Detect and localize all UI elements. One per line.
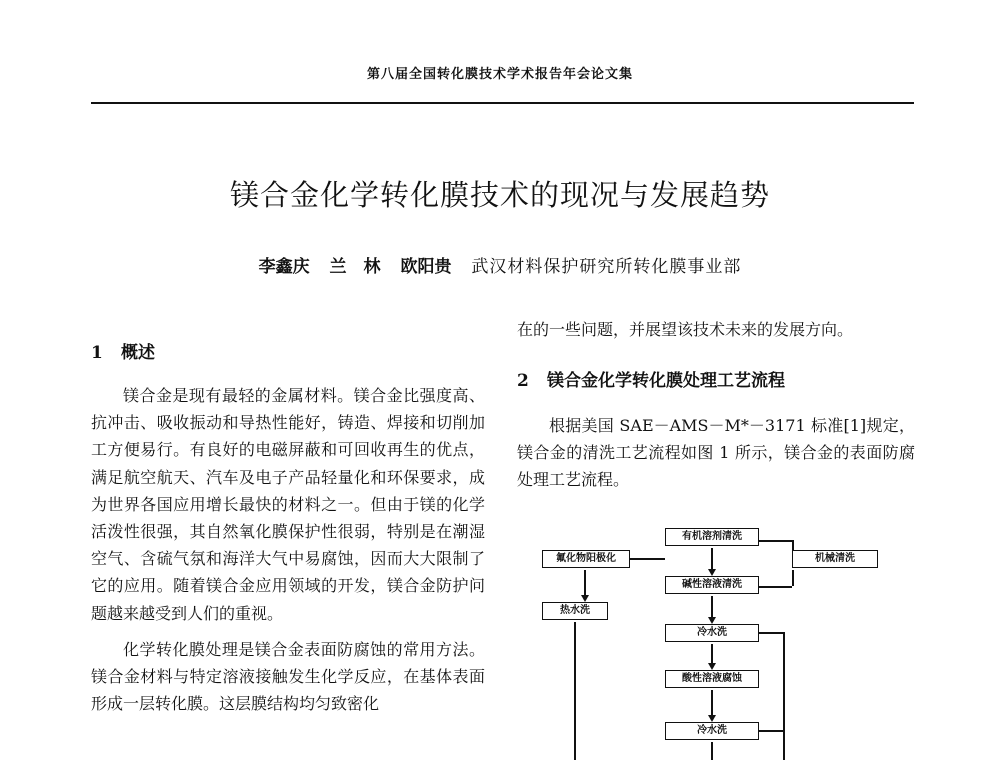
- author-line: [0, 252, 1000, 277]
- connector: [711, 548, 713, 569]
- connector: [711, 644, 713, 663]
- section-1-paragraph-2: 化学转化膜处理是镁合金表面防腐蚀的常用方法。镁合金材料与特定溶液接触发生化学反应，在基体表面形成一层转化膜。这层膜结构均匀致密化: [91, 639, 485, 714]
- box-acid-etching: 酸性溶液腐蚀: [665, 670, 759, 688]
- arrow: [708, 715, 716, 722]
- connector: [759, 632, 783, 634]
- connector: [759, 586, 792, 588]
- connector: [759, 730, 783, 732]
- author-1: 李鑫庆: [258, 257, 310, 277]
- box-cold-water-rinse-2: 冷水洗: [665, 722, 759, 740]
- section-2-heading: [517, 366, 785, 391]
- header-rule: [91, 102, 914, 104]
- connector: [792, 570, 794, 586]
- connector: [584, 570, 586, 595]
- author-2: 兰 林: [329, 257, 381, 277]
- section-1-number: 1: [91, 343, 103, 363]
- box-fluoride-anodizing: 氟化物阳极化: [542, 550, 630, 568]
- box-hot-water-rinse: 热水洗: [542, 602, 608, 620]
- connector: [759, 540, 792, 542]
- connector: [792, 540, 794, 550]
- connector: [711, 690, 713, 715]
- arrow: [708, 663, 716, 670]
- running-header: 第八届全国转化膜技术学术报告年会论文集: [366, 67, 633, 82]
- arrow: [708, 617, 716, 624]
- box-cold-water-rinse-1: 冷水洗: [665, 624, 759, 642]
- continued-paragraph: 在的一些问题，并展望该技术未来的发展方向。: [517, 320, 854, 339]
- section-2-number: 2: [517, 371, 529, 391]
- box-mechanical-cleaning: 机械清洗: [792, 550, 878, 568]
- author-3: 欧阳贵: [400, 257, 452, 277]
- box-organic-solvent-cleaning: 有机溶剂清洗: [665, 528, 759, 546]
- affiliation: 武汉材料保护研究所转化膜事业部: [471, 257, 742, 277]
- page-title: 镁合金化学转化膜技术的现况与发展趋势: [229, 178, 770, 212]
- connector: [711, 596, 713, 617]
- arrow: [708, 569, 716, 576]
- arrow: [581, 595, 589, 602]
- section-1-heading: [91, 338, 155, 363]
- connector: [783, 632, 785, 760]
- section-1-paragraph-1: 镁合金是现有最轻的金属材料。镁合金比强度高、抗冲击、吸收振动和导热性能好，铸造、焊接和切削加工方便易行。有良好的电磁屏蔽和可回收再生的优点，满足航空航天、汽车及电子产品轻量化和环保要求，成为世界各国应用增长最快的材料之一。但由于镁的化学活泼性很强，其自然氧化膜保护性很弱，特别是在潮湿空气、含硫气氛和海洋大气中易腐蚀，因而大大限制了它的应用。随着镁合金应用领域的开发，镁合金防护问题越来越受到人们的重视。: [91, 386, 485, 623]
- section-2-title: 镁合金化学转化膜处理工艺流程: [547, 371, 785, 391]
- connector: [574, 622, 576, 760]
- connector: [711, 742, 713, 760]
- right-column-body: [517, 412, 915, 503]
- connector: [630, 558, 665, 560]
- process-flowchart: [520, 520, 900, 760]
- section-2-paragraph: 根据美国 SAE－AMS－M*－3171 标准[1]规定，镁合金的清洗工艺流程如图 1 所示，镁合金的表面防腐处理工艺流程。: [517, 416, 915, 490]
- right-column-continuation: [517, 316, 915, 352]
- left-column-body: [91, 382, 485, 726]
- section-1-title: 概述: [121, 343, 155, 363]
- box-alkaline-cleaning: 碱性溶液清洗: [665, 576, 759, 594]
